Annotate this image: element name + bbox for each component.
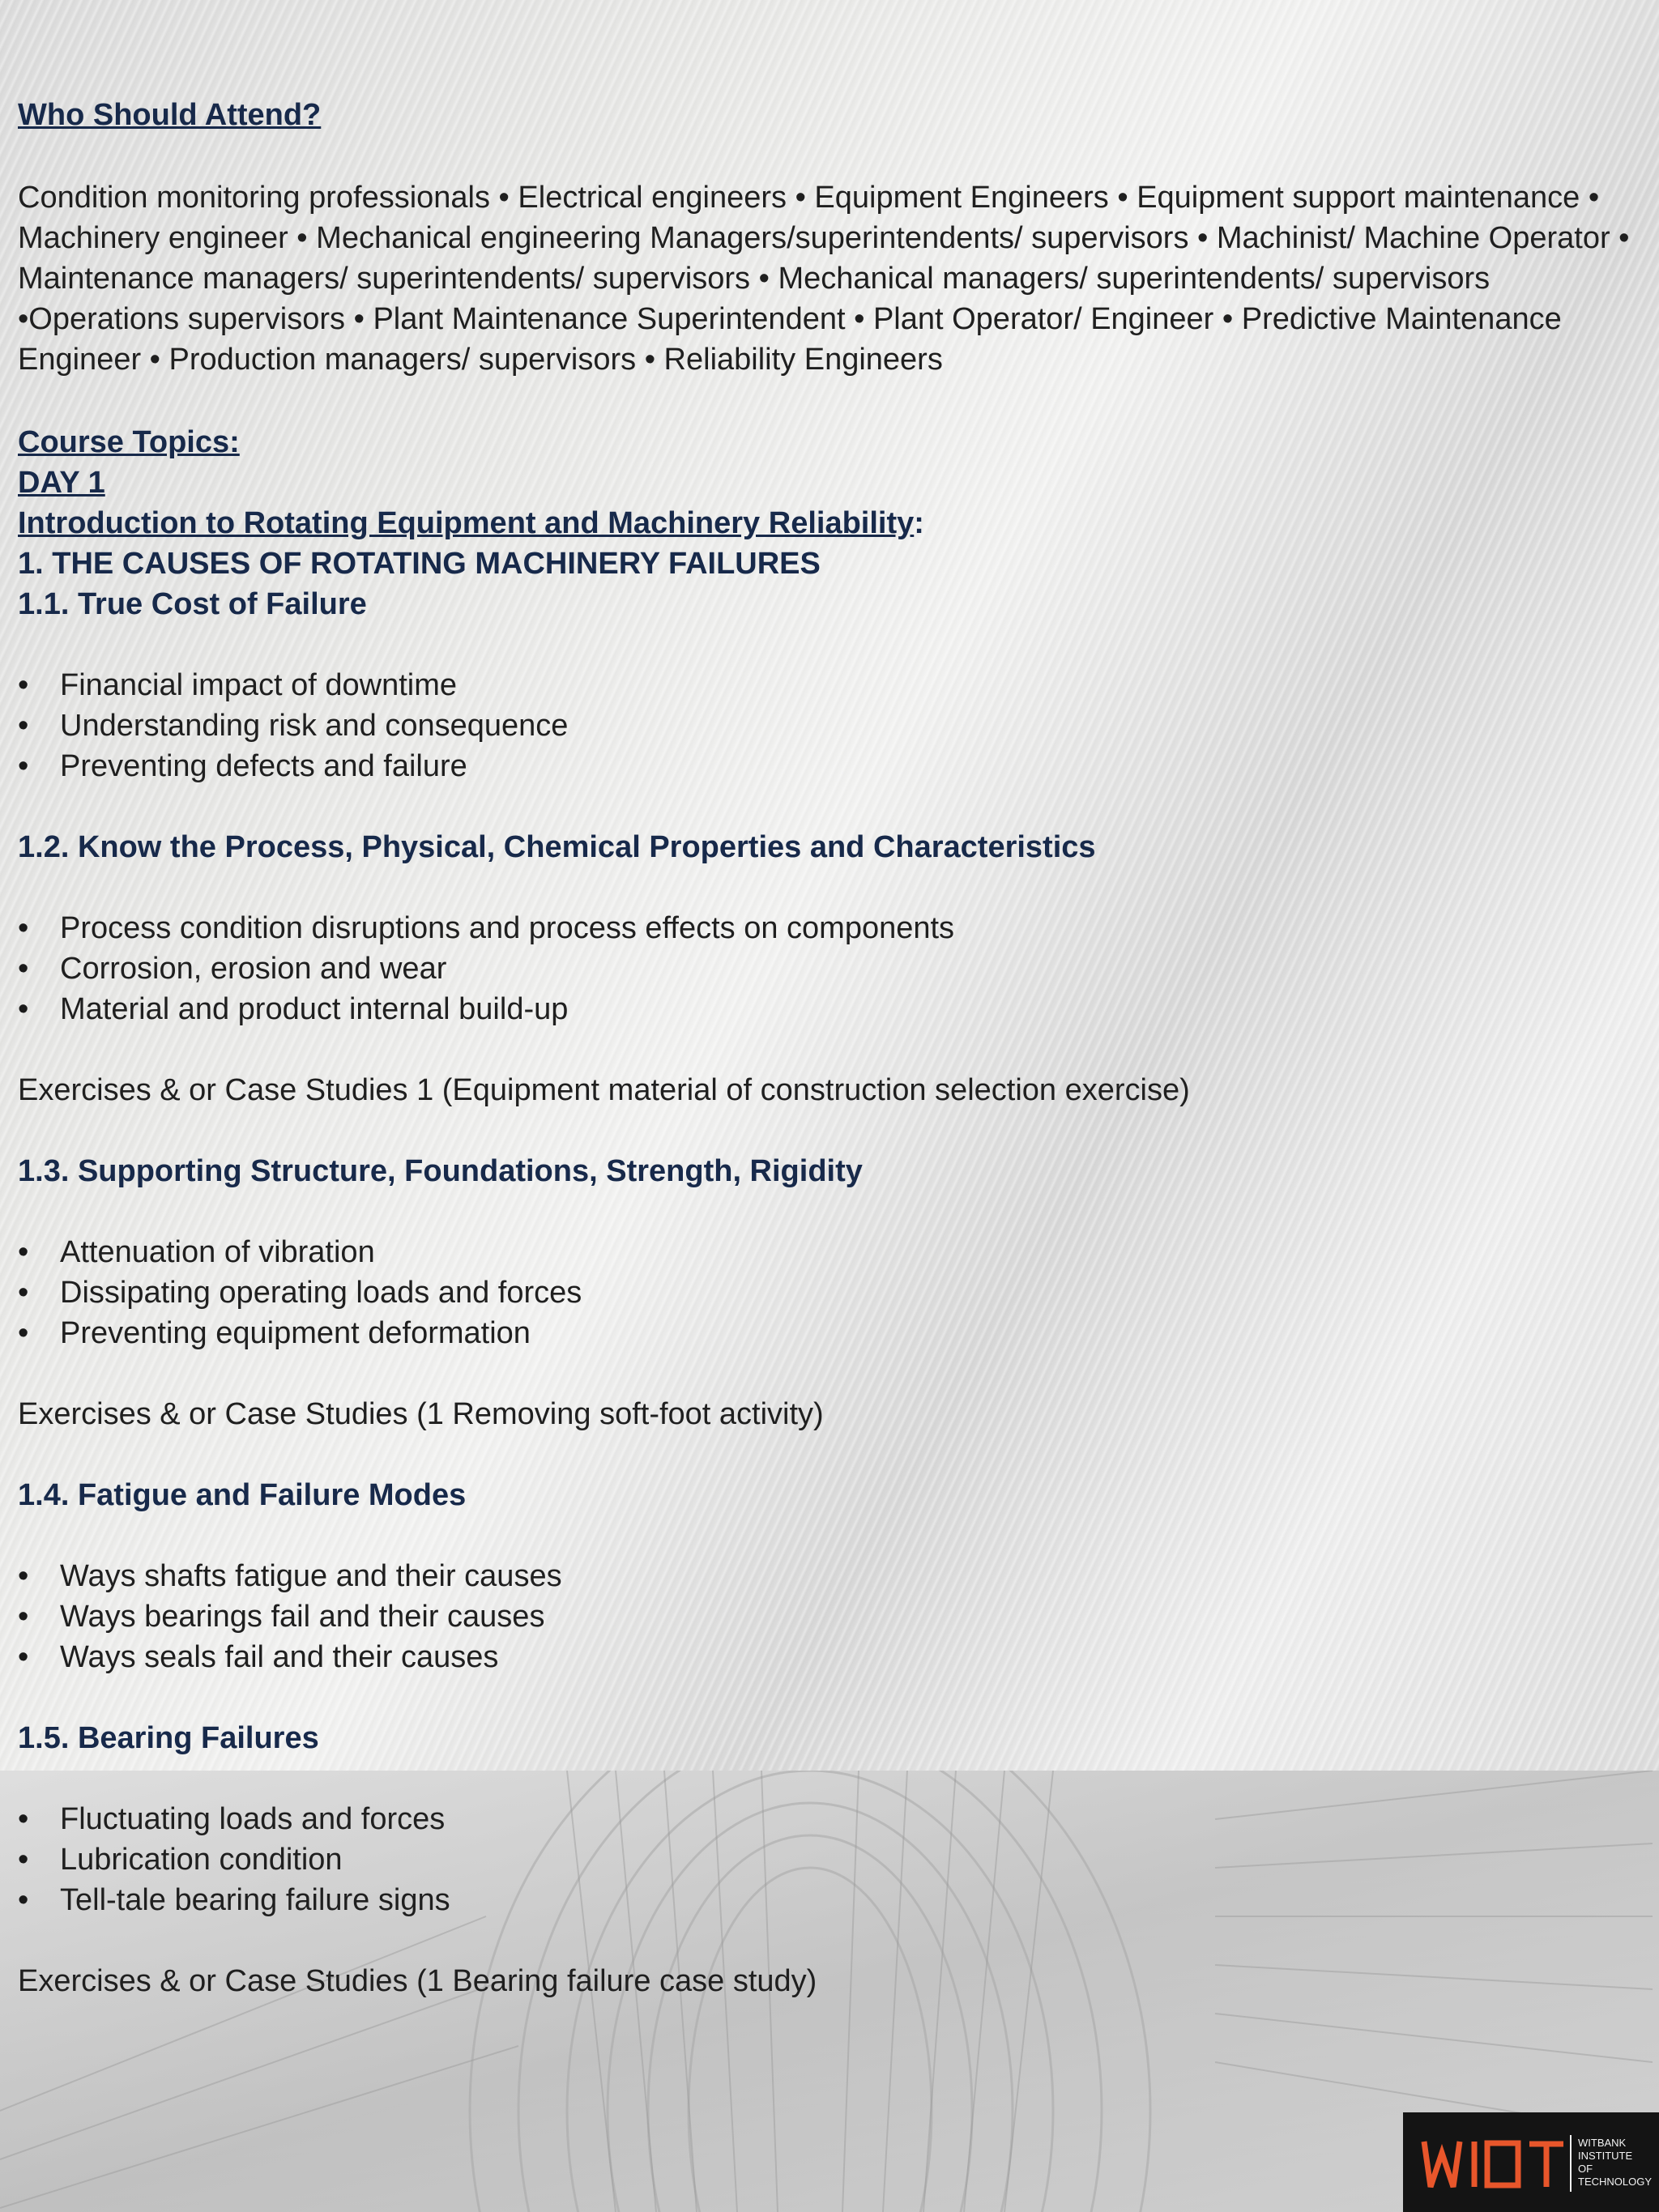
list-item-text: Understanding risk and consequence: [60, 709, 569, 743]
bullet-marker: •: [18, 1883, 29, 1917]
list-item-text: Attenuation of vibration: [60, 1235, 375, 1269]
subsection-1-2-title: 1.2. Know the Process, Physical, Chemical Properties and Characteristics: [18, 830, 1096, 864]
section-title: 1. THE CAUSES OF ROTATING MACHINERY FAILURES: [18, 547, 821, 581]
bullet-marker: •: [18, 992, 29, 1026]
day-label: DAY 1: [18, 466, 105, 500]
logo-caption-line: OF: [1578, 2163, 1593, 2175]
logo-caption-line: INSTITUTE: [1578, 2150, 1633, 2162]
who-should-attend-heading: Who Should Attend?: [18, 98, 322, 132]
list-item-text: Process condition disruptions and process effects on components: [60, 911, 955, 945]
bullet-marker: •: [18, 952, 29, 986]
bullet-marker: •: [18, 668, 29, 702]
wiot-logo: [1403, 2112, 1659, 2212]
bullet-marker: •: [18, 1802, 29, 1836]
list-item-text: Tell-tale bearing failure signs: [60, 1883, 450, 1917]
list-item-text: Ways bearings fail and their causes: [60, 1600, 545, 1634]
exercise-1-5: Exercises & or Case Studies (1 Bearing failure case study): [18, 1964, 817, 1998]
list-item-text: Preventing defects and failure: [60, 749, 467, 783]
subsection-1-1-title: 1.1. True Cost of Failure: [18, 587, 367, 621]
bullet-marker: •: [18, 1559, 29, 1593]
bullet-marker: •: [18, 1316, 29, 1350]
wiot-logo-mark: [1421, 2130, 1567, 2195]
intro-heading: [18, 503, 924, 543]
bullet-marker: •: [18, 709, 29, 743]
logo-caption-line: WITBANK: [1578, 2137, 1627, 2149]
bullet-marker: •: [18, 1276, 29, 1310]
exercise-1-3: Exercises & or Case Studies (1 Removing soft-foot activity): [18, 1397, 824, 1431]
bullet-marker: •: [18, 1640, 29, 1674]
subsection-1-3-title: 1.3. Supporting Structure, Foundations, Strength, Rigidity: [18, 1154, 863, 1188]
bullet-marker: •: [18, 1600, 29, 1634]
list-item-text: Fluctuating loads and forces: [60, 1802, 446, 1836]
list-item-text: Lubrication condition: [60, 1843, 343, 1877]
bullet-marker: •: [18, 1235, 29, 1269]
intro-heading-colon: :: [914, 506, 924, 540]
bullet-marker: •: [18, 1843, 29, 1877]
list-item-text: Preventing equipment deformation: [60, 1316, 531, 1350]
audience-paragraph: Condition monitoring professionals • Electrical engineers • Equipment Engineers • Equipment support maintenance • Machinery engineer • Mechanical engineering Managers/superintendents/ supervisors • Machinist/ Machine Operator • Maintenance managers/ superintendents/ supervisors • Mechanical managers/ superintendents/ supervisors •Operations supervisors • Plant Maintenance Superintendent • Plant Operator/ Engineer • Predictive Maintenance Engineer • Production managers/ supervisors • Reliability Engineers: [18, 181, 1630, 377]
subsection-1-4-title: 1.4. Fatigue and Failure Modes: [18, 1478, 467, 1512]
subsection-1-5-title: 1.5. Bearing Failures: [18, 1721, 319, 1755]
list-item-text: Dissipating operating loads and forces: [60, 1276, 582, 1310]
list-item-text: Material and product internal build-up: [60, 992, 569, 1026]
course-topics-heading: Course Topics:: [18, 425, 240, 459]
bullet-marker: •: [18, 749, 29, 783]
list-item-text: Ways seals fail and their causes: [60, 1640, 499, 1674]
exercise-1-2: Exercises & or Case Studies 1 (Equipment material of construction selection exercise): [18, 1073, 1190, 1107]
logo-caption: [1578, 2137, 1652, 2189]
bullet-marker: •: [18, 911, 29, 945]
logo-caption-line: TECHNOLOGY: [1578, 2176, 1653, 2188]
intro-heading-text: Introduction to Rotating Equipment and Machinery Reliability: [18, 506, 915, 540]
logo-divider: [1570, 2135, 1572, 2192]
list-item-text: Financial impact of downtime: [60, 668, 457, 702]
list-item-text: Corrosion, erosion and wear: [60, 952, 447, 986]
list-item-text: Ways shafts fatigue and their causes: [60, 1559, 562, 1593]
